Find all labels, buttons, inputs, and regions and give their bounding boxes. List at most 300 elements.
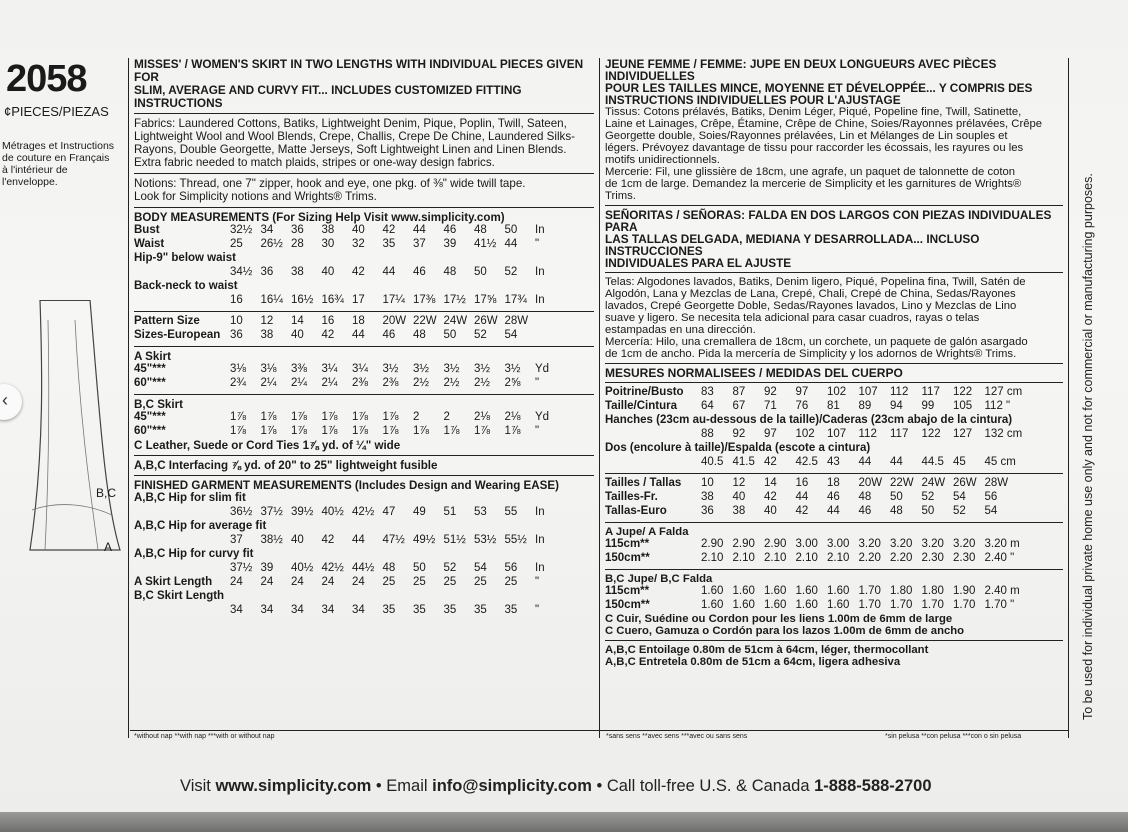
table-row (134, 492, 594, 506)
table-cell: 35 (504, 604, 518, 616)
table-cell: 1⅞ (504, 425, 521, 437)
row-label: 60"*** (134, 425, 166, 437)
table-cell: 38½ (260, 534, 283, 546)
table-cell: 22W (890, 477, 914, 489)
row-label: 60"*** (134, 377, 166, 389)
table-cell: 1⅞ (352, 425, 368, 437)
table-cell: 46 (382, 329, 396, 341)
row-label: 150cm** (605, 552, 650, 564)
table-cell: 44 (352, 534, 365, 546)
table-cell: 45 (953, 456, 966, 468)
table-cell: 2.10 (732, 552, 755, 564)
table-cell: 50 (504, 224, 518, 236)
table-cell: 39½ (291, 506, 314, 518)
table-cell: 92 (764, 386, 777, 398)
metric-body-table (605, 386, 1063, 470)
table-cell: 88 (701, 428, 714, 440)
table-cell: 1⅞ (230, 411, 246, 423)
table-cell: 50 (890, 491, 903, 503)
table-cell: 25 (443, 576, 457, 588)
table-cell: 42.5 (795, 456, 818, 468)
table-cell: 46 (858, 505, 872, 517)
a-jupe-label: A Jupe/ A Falda (605, 526, 689, 538)
table-row (605, 585, 1063, 599)
bc-skirt-label: B,C Skirt (134, 398, 183, 411)
table-cell: 44½ (352, 562, 375, 574)
table-cell: 34 (321, 604, 335, 616)
table-cell: 102 (795, 428, 815, 440)
fabrics-text: Fabrics: Laundered Cottons, Batiks, Lightweight Denim, Pique, Poplin, Twill, Sateen, Lightweight Wool and Wool Blends, Crepe, Challis, Crepe De Chine, Laundered Silks- Rayons, Double Georgette, Matte Jerseys, Soft Lightweight Linen and Linen Blends. Extra fabric needed to match plaids, stripes or one-way design fabrics. (134, 117, 576, 169)
table-cell: 34 (291, 604, 304, 616)
table-row (134, 576, 594, 590)
table-row (134, 363, 594, 377)
table-cell: 42 (795, 505, 809, 517)
finished-measurements-header: FINISHED GARMENT MEASUREMENTS (Includes Design and Wearing EASE) (134, 479, 559, 492)
row-label: 150cm** (605, 599, 650, 611)
english-column (134, 58, 594, 618)
table-cell: 44 (890, 456, 903, 468)
row-label: Taille/Cintura (605, 400, 677, 412)
table-cell: In (535, 224, 545, 236)
bc-skirt-yardage (134, 411, 594, 439)
table-row (605, 400, 1063, 414)
table-cell: In (535, 266, 545, 278)
table-cell: 48 (858, 491, 872, 503)
table-cell: 87 (732, 386, 746, 398)
table-cell: 16 (321, 315, 335, 327)
table-cell: 1⅞ (443, 425, 460, 437)
divider-middle (599, 58, 600, 738)
table-cell: 3.20 m (984, 538, 1020, 550)
table-cell: 48 (443, 266, 457, 278)
table-cell: 2.20 (890, 552, 913, 564)
table-cell: 20W (382, 315, 407, 327)
table-cell: In (535, 534, 545, 546)
table-cell: 50 (474, 266, 487, 278)
table-cell: 25 (413, 576, 426, 588)
table-row (605, 491, 1063, 505)
table-cell: 35 (443, 604, 457, 616)
table-row (605, 386, 1063, 400)
table-cell: 54 (984, 505, 998, 517)
pattern-number: 2058 (6, 58, 87, 100)
table-cell: 1.90 (953, 585, 976, 597)
body-measurements-table (134, 224, 594, 308)
table-cell: 54 (504, 329, 518, 341)
table-cell: 42 (764, 491, 777, 503)
table-cell: 46 (443, 224, 457, 236)
table-cell: 16½ (291, 294, 314, 306)
table-cell: 2 (443, 411, 450, 423)
row-label: A,B,C Hip for slim fit (134, 492, 246, 504)
table-cell: " (535, 576, 540, 588)
row-label: A,B,C Hip for average fit (134, 520, 267, 532)
table-cell: 53½ (474, 534, 497, 546)
table-cell: 25 (230, 238, 243, 250)
table-cell: 34 (260, 604, 274, 616)
table-cell: 64 (701, 400, 714, 412)
pieces-label: ¢PIECES/PIEZAS (4, 104, 109, 119)
table-cell: 1.60 (764, 585, 787, 597)
row-label: 115cm** (605, 585, 650, 597)
table-cell: 28W (504, 315, 529, 327)
table-cell: 2⅜ (352, 377, 368, 389)
table-cell: 20W (858, 477, 883, 489)
table-cell: 1.70 (858, 599, 881, 611)
table-cell: 94 (890, 400, 903, 412)
table-cell: 42 (382, 224, 396, 236)
row-label: 45"*** (134, 363, 166, 375)
bc-jupe-yardage (605, 585, 1063, 613)
a-jupe-yardage (605, 538, 1063, 566)
table-cell: 71 (764, 400, 777, 412)
table-cell: 81 (827, 400, 840, 412)
spanish-footnote: *sin pelusa **con pelusa ***con o sin pelusa (885, 733, 1022, 740)
table-cell: 42½ (352, 506, 375, 518)
table-row (134, 294, 594, 308)
table-cell: 2½ (443, 377, 460, 389)
table-cell: 1.60 (701, 599, 724, 611)
metric-header: MESURES NORMALISEES / MEDIDAS DEL CUERPO (605, 366, 903, 380)
row-label (134, 534, 230, 548)
divider-right (1068, 58, 1069, 738)
table-cell: 49½ (413, 534, 436, 546)
table-cell: 3.20 (890, 538, 913, 550)
table-cell: 2.10 (764, 552, 787, 564)
table-cell: 1.60 (795, 585, 818, 597)
table-cell: 10 (701, 477, 714, 489)
table-cell: 107 (827, 428, 847, 440)
table-cell: 18 (352, 315, 365, 327)
table-cell: 36 (291, 224, 304, 236)
table-cell: 37 (230, 534, 243, 546)
table-cell: 37½ (230, 562, 253, 574)
table-cell: 52 (953, 505, 966, 517)
table-cell: 26W (953, 477, 977, 489)
table-cell: 34 (352, 604, 365, 616)
table-cell: 2¼ (321, 377, 338, 389)
table-cell: 1.70 (890, 599, 913, 611)
telas-text: Telas: Algodones lavados, Batiks, Denim ligero, Piqué, Popelina fina, Twill, Satén de Algodón, Lana y Mezclas de Lana, Crepé, Chali, Crepé de China, Sedas/Rayones lavados, Crepé Georgette Doble, Sedas/Rayones lavados, Lino y Mezclas de Lino suave y ligero. Se necesita tela adicional para casar cuadros, rayas o telas estampadas en una dirección. (605, 276, 1026, 336)
table-cell: 36½ (230, 506, 253, 518)
table-row (605, 538, 1063, 552)
table-row (134, 315, 594, 329)
table-cell: 1.70 (858, 585, 881, 597)
table-cell: 38 (260, 329, 274, 341)
footer-contact: Visit www.simplicity.com • Email info@simplicity.com • Call toll-free U.S. & Canada 1-888-588-2700 (180, 777, 932, 795)
cuir-text: C Cuir, Suédine ou Cordon pour les liens 1.00m de 6mm de large (605, 613, 953, 625)
table-cell: 2¼ (260, 377, 277, 389)
table-row (134, 280, 594, 294)
table-cell: 24W (443, 315, 468, 327)
row-label: Tailles-Fr. (605, 491, 658, 503)
row-label: Hip-9" below waist (134, 252, 236, 264)
table-cell: 37 (413, 238, 426, 250)
table-cell: 2¾ (230, 377, 246, 389)
table-cell: 2⅛ (504, 411, 521, 423)
table-cell: 3.00 (827, 538, 850, 550)
table-cell: 55½ (504, 534, 527, 546)
french-note: Métrages et Instructions de couture en Français à l'intérieur de l'enveloppe. (2, 140, 115, 188)
table-cell: 3.20 (858, 538, 881, 550)
row-label (605, 428, 701, 442)
table-cell: 83 (701, 386, 714, 398)
table-cell: 102 (827, 386, 847, 398)
row-label: Poitrine/Busto (605, 386, 684, 398)
row-label (134, 266, 230, 280)
table-cell: 1⅞ (382, 425, 399, 437)
table-cell: 1.60 (764, 599, 787, 611)
table-cell: 40½ (321, 506, 344, 518)
table-cell: 3½ (474, 363, 490, 375)
table-cell: 40 (321, 266, 335, 278)
table-cell: 112 " (984, 400, 1011, 412)
table-row (134, 548, 594, 562)
table-cell: 42 (321, 534, 335, 546)
chevron-left-icon: ‹ (2, 390, 8, 410)
table-cell: 24W (921, 477, 946, 489)
english-footnote: *without nap **with nap ***with or without nap (134, 733, 275, 740)
table-cell: 17¾ (504, 294, 527, 306)
table-cell: 35 (474, 604, 487, 616)
skirt-line-drawing (20, 300, 130, 560)
row-label: 115cm** (605, 538, 650, 550)
table-cell: 117 (921, 386, 940, 398)
row-label: Dos (encolure à taille)/Espalda (escote a cintura) (605, 442, 871, 454)
row-label: Sizes-European (134, 329, 221, 341)
table-cell: In (535, 294, 545, 306)
table-cell: 97 (795, 386, 809, 398)
pattern-size-table (134, 315, 594, 343)
table-cell: 44 (504, 238, 518, 250)
table-cell: 1⅞ (474, 425, 490, 437)
table-cell: 2⅜ (382, 377, 399, 389)
table-cell: 2.30 (921, 552, 944, 564)
entoilage-text: A,B,C Entoilage 0.80m de 51cm à 64cm, léger, thermocollant (605, 644, 929, 656)
french-spanish-column (605, 58, 1063, 668)
table-cell: 3¼ (352, 363, 368, 375)
table-cell: 1.60 (732, 599, 755, 611)
table-cell: 16¾ (321, 294, 344, 306)
table-cell: 17¼ (382, 294, 405, 306)
table-cell: 40 (732, 491, 746, 503)
table-cell: 39 (260, 562, 274, 574)
cuero-text: C Cuero, Gamuza o Cordón para los lazos 1.00m de 6mm de ancho (605, 625, 965, 637)
table-row (134, 411, 594, 425)
table-cell: 44 (827, 505, 840, 517)
table-cell: 112 (890, 386, 909, 398)
ties-text: C Leather, Suede or Cord Ties 1⅞ yd. of ¼" wide (134, 439, 401, 452)
table-cell: 99 (921, 400, 935, 412)
table-cell: 1⅞ (413, 425, 429, 437)
table-cell: 35 (382, 604, 396, 616)
table-cell: 32 (352, 238, 365, 250)
table-cell: 54 (953, 491, 966, 503)
row-label (134, 562, 230, 576)
table-cell: In (535, 506, 545, 518)
table-cell: 1.60 (732, 585, 755, 597)
table-cell: 2.90 (732, 538, 755, 550)
merceria-text: Mercería: Hilo, una cremallera de 18cm, un corchete, un paquete de galón asargado de 1cm de ancho. Pida la mercería de Simplicity y los adornos de Wrights® Trims. (605, 336, 1028, 360)
row-label: B,C Skirt Length (134, 590, 225, 602)
table-cell: 89 (858, 400, 872, 412)
table-cell: 26½ (260, 238, 283, 250)
table-cell: 1⅞ (352, 411, 368, 423)
table-cell: 46 (413, 266, 426, 278)
table-row (605, 428, 1063, 442)
table-cell: 1⅞ (260, 425, 277, 437)
table-cell: 36 (230, 329, 243, 341)
table-cell: 1⅞ (321, 411, 338, 423)
table-cell: 127 cm (984, 386, 1023, 398)
table-cell: 50 (921, 505, 935, 517)
table-cell: 97 (764, 428, 777, 440)
table-cell: 50 (413, 562, 426, 574)
table-cell: 2⅛ (474, 411, 490, 423)
row-label: Hanches (23cm au-dessous de la taille)/Caderas (23cm abajo de la cintura) (605, 414, 1013, 426)
table-cell: 112 (858, 428, 877, 440)
table-cell: 2.20 (858, 552, 881, 564)
table-cell: 3⅜ (291, 363, 307, 375)
table-cell: 45 cm (984, 456, 1016, 468)
table-cell: 35 (382, 238, 396, 250)
table-cell: 48 (890, 505, 903, 517)
table-cell: 2.10 (827, 552, 850, 564)
table-row (605, 477, 1063, 491)
table-cell: 132 cm (984, 428, 1023, 440)
row-label: A Skirt Length (134, 576, 213, 588)
table-cell: 41½ (474, 238, 497, 250)
row-label (134, 294, 230, 308)
table-cell: 32½ (230, 224, 253, 236)
table-cell: 34 (230, 604, 243, 616)
table-row (134, 252, 594, 266)
table-row (134, 266, 594, 280)
table-row (605, 442, 1063, 456)
table-cell: In (535, 562, 545, 574)
table-cell: 43 (827, 456, 840, 468)
table-cell: 48 (474, 224, 487, 236)
table-cell: 117 (890, 428, 909, 440)
table-cell: 55 (504, 506, 518, 518)
table-cell: 35 (413, 604, 426, 616)
table-cell: 1⅞ (321, 425, 338, 437)
bottom-rule (130, 730, 1068, 731)
table-cell: 14 (764, 477, 777, 489)
table-cell: 1.80 (890, 585, 913, 597)
table-cell: 48 (382, 562, 396, 574)
table-cell: 92 (732, 428, 746, 440)
table-cell: 2.40 m (984, 585, 1020, 597)
row-label: Tailles / Tallas (605, 477, 682, 489)
table-cell: 14 (291, 315, 304, 327)
table-cell: 44.5 (921, 456, 944, 468)
french-footnote: *sans sens **avec sens ***avec ou sans sens (606, 733, 748, 740)
table-cell: 18 (827, 477, 840, 489)
table-cell: 24 (260, 576, 274, 588)
view-label-a: A (104, 540, 113, 554)
table-cell: 76 (795, 400, 809, 412)
table-cell: 105 (953, 400, 973, 412)
table-cell: 28W (984, 477, 1009, 489)
table-row (134, 329, 594, 343)
table-cell: 30 (321, 238, 335, 250)
table-row (134, 238, 594, 252)
table-cell: 54 (474, 562, 487, 574)
website-link[interactable]: www.simplicity.com (215, 777, 372, 795)
body-measurements-header: BODY MEASUREMENTS (For Sizing Help Visit www.simplicity.com) (134, 211, 505, 224)
table-cell: 1.60 (827, 599, 850, 611)
table-row (605, 552, 1063, 566)
table-row (134, 562, 594, 576)
table-cell: 36 (701, 505, 714, 517)
table-cell: 40 (352, 224, 365, 236)
table-row (134, 520, 594, 534)
table-cell: 38 (291, 266, 304, 278)
row-label (134, 604, 230, 618)
table-cell: 28 (291, 238, 304, 250)
table-cell: 1.70 " (984, 599, 1015, 611)
notions-text: Notions: Thread, one 7" zipper, hook and eye, one pkg. of ⅜" wide twill tape. Look for Simplicity notions and Wrights® Trims. (134, 177, 526, 203)
table-cell: 44 (795, 491, 809, 503)
row-label: A,B,C Hip for curvy fit (134, 548, 254, 560)
table-cell: 3⅛ (230, 363, 246, 375)
table-cell: 2.10 (701, 552, 724, 564)
table-cell: Yd (535, 363, 550, 375)
table-cell: 50 (443, 329, 457, 341)
email-link[interactable]: info@simplicity.com (432, 777, 592, 795)
entretela-text: A,B,C Entretela 0.80m de 51cm a 64cm, ligera adhesiva (605, 656, 901, 668)
table-cell: 46 (827, 491, 840, 503)
table-cell: 3¼ (321, 363, 338, 375)
table-cell: 2.90 (701, 538, 724, 550)
table-cell: 49 (413, 506, 426, 518)
row-label: Back-neck to waist (134, 280, 238, 292)
table-cell: 127 (953, 428, 973, 440)
phone-number: 1-888-588-2700 (814, 777, 932, 795)
table-cell: " (535, 377, 540, 389)
divider-left (128, 58, 129, 738)
table-cell: 44 (858, 456, 872, 468)
table-cell: 1⅞ (382, 411, 399, 423)
table-cell: 52 (504, 266, 518, 278)
table-cell: 3.00 (795, 538, 818, 550)
table-cell: 2.40 " (984, 552, 1015, 564)
finished-measurements-table (134, 492, 594, 618)
table-cell: 1.60 (827, 585, 850, 597)
view-label-bc: B,C (96, 486, 117, 500)
table-cell: 3.20 (921, 538, 944, 550)
table-cell: 1⅞ (260, 411, 277, 423)
table-cell: 122 (921, 428, 941, 440)
scan-edge (0, 812, 1128, 832)
table-cell: 25 (382, 576, 396, 588)
table-cell: 1.60 (795, 599, 818, 611)
metric-sizes-table (605, 477, 1063, 519)
table-cell: 24 (230, 576, 243, 588)
table-row (134, 377, 594, 391)
table-cell: 52 (921, 491, 935, 503)
table-row (134, 425, 594, 439)
table-cell: 10 (230, 315, 243, 327)
table-cell: 40.5 (701, 456, 724, 468)
table-cell: 42 (764, 456, 777, 468)
row-label: Waist (134, 238, 165, 250)
table-cell: 44 (352, 329, 365, 341)
table-cell: 17½ (443, 294, 466, 306)
table-cell: 3½ (504, 363, 521, 375)
table-cell: 1.70 (953, 599, 976, 611)
